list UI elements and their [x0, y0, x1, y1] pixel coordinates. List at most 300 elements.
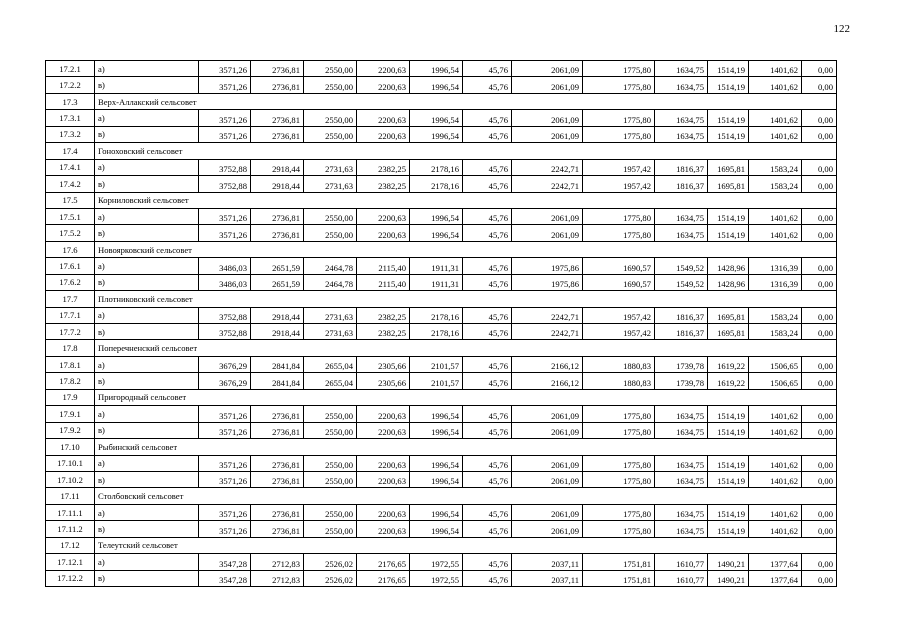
value-cell: 2037,11 [512, 554, 583, 570]
value-cell: 1401,62 [749, 422, 802, 438]
value-cell: 2178,16 [410, 307, 463, 323]
section-title: Гоноховский сельсовет [95, 143, 837, 159]
row-code: 17.5.2 [46, 225, 95, 241]
value-cell: 2061,09 [512, 422, 583, 438]
value-cell: 0,00 [802, 159, 837, 175]
row-code: 17.12.1 [46, 554, 95, 570]
value-cell: 2061,09 [512, 406, 583, 422]
value-cell: 2731,63 [304, 324, 357, 340]
value-cell: 2061,09 [512, 208, 583, 224]
tariff-table [45, 60, 837, 587]
value-cell: 2736,81 [251, 110, 304, 126]
value-cell: 2550,00 [304, 126, 357, 142]
table-row [46, 324, 837, 340]
value-cell: 2550,00 [304, 208, 357, 224]
value-cell: 2736,81 [251, 77, 304, 93]
value-cell: 1401,62 [749, 406, 802, 422]
value-cell: 2550,00 [304, 422, 357, 438]
table-row [46, 570, 837, 586]
value-cell: 45,76 [463, 176, 512, 192]
table-row [46, 406, 837, 422]
value-cell: 45,76 [463, 455, 512, 471]
table-row [46, 258, 837, 274]
section-row [46, 93, 837, 109]
value-cell: 2731,63 [304, 176, 357, 192]
row-subitem: в) [95, 274, 199, 290]
row-subitem: а) [95, 504, 199, 520]
value-cell: 2061,09 [512, 455, 583, 471]
value-cell: 3571,26 [199, 126, 251, 142]
value-cell: 0,00 [802, 126, 837, 142]
value-cell: 1996,54 [410, 504, 463, 520]
value-cell: 1634,75 [655, 406, 708, 422]
value-cell: 45,76 [463, 274, 512, 290]
section-title: Верх-Аллакский сельсовет [95, 93, 837, 109]
value-cell: 1775,80 [583, 61, 655, 77]
table-row [46, 471, 837, 487]
value-cell: 0,00 [802, 307, 837, 323]
value-cell: 45,76 [463, 61, 512, 77]
value-cell: 2918,44 [251, 324, 304, 340]
value-cell: 1316,39 [749, 274, 802, 290]
value-cell: 0,00 [802, 225, 837, 241]
value-cell: 0,00 [802, 504, 837, 520]
value-cell: 3571,26 [199, 406, 251, 422]
value-cell: 1610,77 [655, 554, 708, 570]
value-cell: 1514,19 [708, 406, 749, 422]
value-cell: 1619,22 [708, 373, 749, 389]
value-cell: 1751,81 [583, 570, 655, 586]
value-cell: 0,00 [802, 373, 837, 389]
table-row [46, 159, 837, 175]
row-subitem: а) [95, 258, 199, 274]
section-row [46, 439, 837, 455]
value-cell: 45,76 [463, 554, 512, 570]
value-cell: 1583,24 [749, 159, 802, 175]
section-code: 17.8 [46, 340, 95, 356]
table-row [46, 521, 837, 537]
value-cell: 1634,75 [655, 110, 708, 126]
row-code: 17.12.2 [46, 570, 95, 586]
value-cell: 2200,63 [357, 110, 410, 126]
section-code: 17.7 [46, 291, 95, 307]
section-row [46, 537, 837, 553]
value-cell: 2061,09 [512, 126, 583, 142]
value-cell: 0,00 [802, 110, 837, 126]
value-cell: 1514,19 [708, 208, 749, 224]
value-cell: 1634,75 [655, 422, 708, 438]
value-cell: 1549,52 [655, 274, 708, 290]
value-cell: 1514,19 [708, 61, 749, 77]
value-cell: 45,76 [463, 225, 512, 241]
table-row [46, 455, 837, 471]
value-cell: 1775,80 [583, 455, 655, 471]
value-cell: 2200,63 [357, 77, 410, 93]
value-cell: 1880,83 [583, 356, 655, 372]
row-code: 17.3.2 [46, 126, 95, 142]
value-cell: 45,76 [463, 504, 512, 520]
row-subitem: в) [95, 521, 199, 537]
table-body [46, 61, 837, 587]
value-cell: 1514,19 [708, 504, 749, 520]
value-cell: 3571,26 [199, 225, 251, 241]
row-code: 17.8.1 [46, 356, 95, 372]
value-cell: 1583,24 [749, 307, 802, 323]
section-title: Корниловский сельсовет [95, 192, 837, 208]
section-row [46, 143, 837, 159]
value-cell: 2526,02 [304, 554, 357, 570]
value-cell: 2200,63 [357, 422, 410, 438]
value-cell: 1975,86 [512, 258, 583, 274]
value-cell: 1775,80 [583, 521, 655, 537]
value-cell: 1634,75 [655, 225, 708, 241]
value-cell: 1911,31 [410, 274, 463, 290]
value-cell: 2464,78 [304, 274, 357, 290]
value-cell: 2736,81 [251, 406, 304, 422]
value-cell: 1996,54 [410, 471, 463, 487]
value-cell: 2655,04 [304, 356, 357, 372]
section-row [46, 340, 837, 356]
value-cell: 45,76 [463, 471, 512, 487]
value-cell: 45,76 [463, 373, 512, 389]
value-cell: 0,00 [802, 521, 837, 537]
value-cell: 2242,71 [512, 159, 583, 175]
value-cell: 2061,09 [512, 61, 583, 77]
value-cell: 1401,62 [749, 126, 802, 142]
row-code: 17.4.1 [46, 159, 95, 175]
value-cell: 2200,63 [357, 504, 410, 520]
value-cell: 1972,55 [410, 570, 463, 586]
value-cell: 1816,37 [655, 307, 708, 323]
value-cell: 2550,00 [304, 471, 357, 487]
value-cell: 1634,75 [655, 521, 708, 537]
value-cell: 0,00 [802, 406, 837, 422]
value-cell: 1695,81 [708, 176, 749, 192]
value-cell: 0,00 [802, 274, 837, 290]
section-code: 17.10 [46, 439, 95, 455]
value-cell: 1401,62 [749, 225, 802, 241]
row-code: 17.10.1 [46, 455, 95, 471]
value-cell: 2166,12 [512, 356, 583, 372]
value-cell: 1816,37 [655, 176, 708, 192]
value-cell: 2736,81 [251, 455, 304, 471]
row-subitem: в) [95, 373, 199, 389]
value-cell: 1377,64 [749, 570, 802, 586]
value-cell: 1514,19 [708, 422, 749, 438]
value-cell: 0,00 [802, 570, 837, 586]
value-cell: 1775,80 [583, 471, 655, 487]
value-cell: 1996,54 [410, 422, 463, 438]
value-cell: 1690,57 [583, 274, 655, 290]
value-cell: 2736,81 [251, 422, 304, 438]
section-row [46, 291, 837, 307]
value-cell: 2918,44 [251, 307, 304, 323]
value-cell: 2712,83 [251, 554, 304, 570]
value-cell: 1401,62 [749, 521, 802, 537]
section-title: Поперечненский сельсовет [95, 340, 837, 356]
row-code: 17.11.1 [46, 504, 95, 520]
value-cell: 1775,80 [583, 110, 655, 126]
value-cell: 45,76 [463, 324, 512, 340]
value-cell: 1401,62 [749, 471, 802, 487]
row-code: 17.5.1 [46, 208, 95, 224]
row-subitem: в) [95, 324, 199, 340]
value-cell: 45,76 [463, 521, 512, 537]
table-row [46, 307, 837, 323]
value-cell: 45,76 [463, 110, 512, 126]
value-cell: 1816,37 [655, 159, 708, 175]
section-code: 17.5 [46, 192, 95, 208]
table-row [46, 554, 837, 570]
value-cell: 2736,81 [251, 225, 304, 241]
value-cell: 45,76 [463, 356, 512, 372]
value-cell: 0,00 [802, 471, 837, 487]
value-cell: 0,00 [802, 422, 837, 438]
value-cell: 1514,19 [708, 225, 749, 241]
value-cell: 3571,26 [199, 471, 251, 487]
value-cell: 1634,75 [655, 61, 708, 77]
value-cell: 2200,63 [357, 225, 410, 241]
value-cell: 2200,63 [357, 521, 410, 537]
section-row [46, 389, 837, 405]
value-cell: 2550,00 [304, 504, 357, 520]
value-cell: 1401,62 [749, 504, 802, 520]
value-cell: 1490,21 [708, 570, 749, 586]
value-cell: 1549,52 [655, 258, 708, 274]
value-cell: 1634,75 [655, 455, 708, 471]
value-cell: 1996,54 [410, 208, 463, 224]
value-cell: 1975,86 [512, 274, 583, 290]
value-cell: 2731,63 [304, 307, 357, 323]
row-subitem: в) [95, 225, 199, 241]
value-cell: 2200,63 [357, 455, 410, 471]
value-cell: 2550,00 [304, 61, 357, 77]
value-cell: 0,00 [802, 77, 837, 93]
value-cell: 3676,29 [199, 356, 251, 372]
row-code: 17.6.1 [46, 258, 95, 274]
row-code: 17.8.2 [46, 373, 95, 389]
row-subitem: а) [95, 61, 199, 77]
value-cell: 2550,00 [304, 521, 357, 537]
value-cell: 1996,54 [410, 521, 463, 537]
value-cell: 2200,63 [357, 208, 410, 224]
value-cell: 1634,75 [655, 77, 708, 93]
value-cell: 2176,65 [357, 570, 410, 586]
table-row [46, 208, 837, 224]
row-subitem: а) [95, 208, 199, 224]
section-code: 17.11 [46, 488, 95, 504]
row-subitem: в) [95, 176, 199, 192]
value-cell: 3752,88 [199, 176, 251, 192]
value-cell: 1377,64 [749, 554, 802, 570]
row-subitem: а) [95, 406, 199, 422]
value-cell: 2305,66 [357, 373, 410, 389]
table-row [46, 110, 837, 126]
value-cell: 1775,80 [583, 208, 655, 224]
table-row [46, 61, 837, 77]
value-cell: 1739,78 [655, 356, 708, 372]
value-cell: 2918,44 [251, 176, 304, 192]
value-cell: 1610,77 [655, 570, 708, 586]
row-subitem: в) [95, 126, 199, 142]
value-cell: 45,76 [463, 159, 512, 175]
value-cell: 1514,19 [708, 471, 749, 487]
value-cell: 3752,88 [199, 307, 251, 323]
value-cell: 2200,63 [357, 471, 410, 487]
value-cell: 1506,65 [749, 356, 802, 372]
value-cell: 1996,54 [410, 110, 463, 126]
value-cell: 1695,81 [708, 307, 749, 323]
value-cell: 2736,81 [251, 126, 304, 142]
section-code: 17.4 [46, 143, 95, 159]
table-row [46, 422, 837, 438]
row-code: 17.2.2 [46, 77, 95, 93]
value-cell: 2651,59 [251, 274, 304, 290]
value-cell: 1428,96 [708, 274, 749, 290]
value-cell: 3547,28 [199, 570, 251, 586]
value-cell: 3571,26 [199, 455, 251, 471]
value-cell: 1506,65 [749, 373, 802, 389]
value-cell: 3571,26 [199, 77, 251, 93]
value-cell: 1775,80 [583, 406, 655, 422]
value-cell: 1972,55 [410, 554, 463, 570]
row-subitem: а) [95, 159, 199, 175]
value-cell: 2200,63 [357, 406, 410, 422]
value-cell: 2061,09 [512, 521, 583, 537]
row-code: 17.9.2 [46, 422, 95, 438]
value-cell: 1401,62 [749, 77, 802, 93]
value-cell: 3486,03 [199, 258, 251, 274]
value-cell: 2382,25 [357, 159, 410, 175]
row-code: 17.4.2 [46, 176, 95, 192]
row-subitem: в) [95, 77, 199, 93]
value-cell: 2382,25 [357, 307, 410, 323]
row-subitem: а) [95, 307, 199, 323]
value-cell: 45,76 [463, 77, 512, 93]
value-cell: 2736,81 [251, 471, 304, 487]
value-cell: 1996,54 [410, 126, 463, 142]
value-cell: 3571,26 [199, 521, 251, 537]
value-cell: 2736,81 [251, 208, 304, 224]
value-cell: 3571,26 [199, 110, 251, 126]
value-cell: 2242,71 [512, 324, 583, 340]
value-cell: 1775,80 [583, 126, 655, 142]
value-cell: 1695,81 [708, 324, 749, 340]
value-cell: 1401,62 [749, 208, 802, 224]
row-code: 17.7.2 [46, 324, 95, 340]
value-cell: 1996,54 [410, 77, 463, 93]
row-subitem: в) [95, 471, 199, 487]
value-cell: 1583,24 [749, 176, 802, 192]
table-row [46, 176, 837, 192]
row-subitem: в) [95, 422, 199, 438]
value-cell: 2115,40 [357, 258, 410, 274]
section-title: Телеутский сельсовет [95, 537, 837, 553]
value-cell: 45,76 [463, 126, 512, 142]
value-cell: 1957,42 [583, 159, 655, 175]
value-cell: 2166,12 [512, 373, 583, 389]
row-subitem: а) [95, 356, 199, 372]
value-cell: 2918,44 [251, 159, 304, 175]
value-cell: 2200,63 [357, 61, 410, 77]
section-row [46, 192, 837, 208]
row-subitem: а) [95, 455, 199, 471]
section-title: Плотниковский сельсовет [95, 291, 837, 307]
value-cell: 3571,26 [199, 504, 251, 520]
value-cell: 2115,40 [357, 274, 410, 290]
value-cell: 1911,31 [410, 258, 463, 274]
value-cell: 1957,42 [583, 324, 655, 340]
value-cell: 2550,00 [304, 455, 357, 471]
value-cell: 2200,63 [357, 126, 410, 142]
value-cell: 3676,29 [199, 373, 251, 389]
value-cell: 2712,83 [251, 570, 304, 586]
table-row [46, 373, 837, 389]
value-cell: 2178,16 [410, 324, 463, 340]
value-cell: 1695,81 [708, 159, 749, 175]
row-code: 17.9.1 [46, 406, 95, 422]
value-cell: 1490,21 [708, 554, 749, 570]
value-cell: 2178,16 [410, 159, 463, 175]
value-cell: 2061,09 [512, 110, 583, 126]
value-cell: 3547,28 [199, 554, 251, 570]
value-cell: 1775,80 [583, 422, 655, 438]
value-cell: 2101,57 [410, 373, 463, 389]
value-cell: 1751,81 [583, 554, 655, 570]
value-cell: 0,00 [802, 208, 837, 224]
value-cell: 1957,42 [583, 307, 655, 323]
value-cell: 1583,24 [749, 324, 802, 340]
value-cell: 1514,19 [708, 521, 749, 537]
row-subitem: а) [95, 110, 199, 126]
value-cell: 1634,75 [655, 208, 708, 224]
section-title: Пригородный сельсовет [95, 389, 837, 405]
row-code: 17.7.1 [46, 307, 95, 323]
value-cell: 1957,42 [583, 176, 655, 192]
section-code: 17.12 [46, 537, 95, 553]
value-cell: 0,00 [802, 176, 837, 192]
section-row [46, 241, 837, 257]
value-cell: 3571,26 [199, 422, 251, 438]
table-row [46, 126, 837, 142]
section-code: 17.6 [46, 241, 95, 257]
value-cell: 1401,62 [749, 110, 802, 126]
table-row [46, 274, 837, 290]
value-cell: 2550,00 [304, 225, 357, 241]
row-code: 17.11.2 [46, 521, 95, 537]
page-number: 122 [833, 23, 850, 35]
value-cell: 1634,75 [655, 504, 708, 520]
value-cell: 0,00 [802, 455, 837, 471]
value-cell: 2176,65 [357, 554, 410, 570]
value-cell: 2550,00 [304, 110, 357, 126]
section-title: Новоярковский сельсовет [95, 241, 837, 257]
value-cell: 2061,09 [512, 225, 583, 241]
value-cell: 2101,57 [410, 356, 463, 372]
value-cell: 3752,88 [199, 324, 251, 340]
table-row [46, 356, 837, 372]
value-cell: 1739,78 [655, 373, 708, 389]
value-cell: 2731,63 [304, 159, 357, 175]
value-cell: 2061,09 [512, 471, 583, 487]
value-cell: 2305,66 [357, 356, 410, 372]
section-row [46, 488, 837, 504]
value-cell: 1996,54 [410, 225, 463, 241]
value-cell: 1514,19 [708, 77, 749, 93]
value-cell: 45,76 [463, 258, 512, 274]
value-cell: 2061,09 [512, 504, 583, 520]
value-cell: 1996,54 [410, 406, 463, 422]
